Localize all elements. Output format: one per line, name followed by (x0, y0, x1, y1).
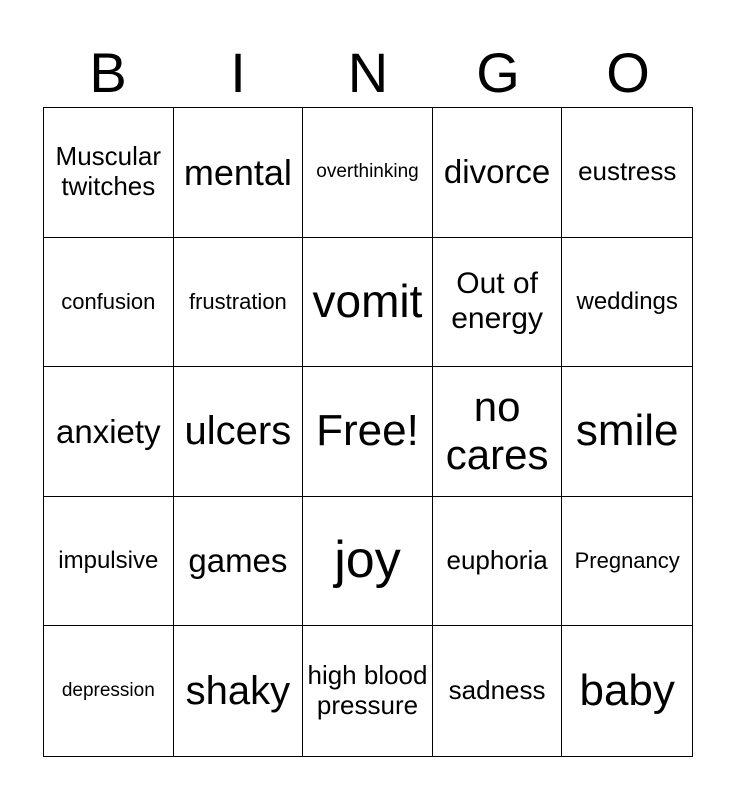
bingo-cell[interactable] (44, 108, 174, 238)
cell-text: sadness (448, 675, 546, 706)
free-space-cell[interactable] (303, 367, 433, 497)
header-letter-o: O (606, 41, 650, 104)
cell-text: depression (61, 680, 155, 702)
bingo-cell[interactable] (562, 238, 692, 368)
bingo-cell[interactable] (174, 108, 304, 238)
bingo-cell[interactable] (562, 626, 692, 756)
bingo-cell[interactable] (44, 238, 174, 368)
cell-text: no cares (445, 383, 549, 479)
bingo-cell[interactable] (174, 497, 304, 627)
bingo-cell[interactable] (303, 497, 433, 627)
header-letter-i: I (230, 41, 246, 104)
free-space-text: Free! (316, 406, 419, 456)
cell-text: frustration (188, 289, 287, 315)
cell-text: Muscular twitches (55, 141, 162, 202)
cell-text: games (188, 542, 288, 580)
bingo-cell[interactable] (303, 108, 433, 238)
header-letter-g: G (476, 41, 520, 104)
bingo-cell[interactable] (174, 626, 304, 756)
bingo-header (43, 40, 693, 106)
cell-text: ulcers (184, 409, 292, 454)
cell-text: weddings (576, 288, 678, 316)
bingo-cell[interactable] (433, 497, 563, 627)
cell-text: vomit (312, 275, 423, 328)
cell-text: high blood pressure (307, 660, 428, 721)
cell-text: euphoria (446, 545, 548, 576)
bingo-cell[interactable] (303, 626, 433, 756)
cell-text: Pregnancy (574, 548, 680, 574)
cell-text: Out of energy (451, 267, 543, 335)
bingo-cell[interactable] (174, 238, 304, 368)
bingo-cell[interactable] (44, 367, 174, 497)
cell-text: confusion (61, 289, 156, 315)
header-letter-b: B (89, 41, 127, 104)
bingo-cell[interactable] (44, 497, 174, 627)
bingo-cell[interactable] (562, 108, 692, 238)
cell-text: shaky (185, 669, 291, 714)
cell-text: joy (334, 531, 401, 590)
bingo-cell[interactable] (433, 238, 563, 368)
header-letter-n: N (347, 41, 389, 104)
bingo-cell[interactable] (562, 367, 692, 497)
cell-text: impulsive (58, 547, 159, 575)
bingo-cell[interactable] (433, 108, 563, 238)
cell-text: anxiety (56, 412, 161, 450)
cell-text: eustress (578, 156, 677, 187)
cell-text: smile (575, 406, 679, 456)
bingo-cell[interactable] (44, 626, 174, 756)
bingo-cell[interactable] (433, 367, 563, 497)
bingo-board (43, 107, 693, 757)
bingo-cell[interactable] (303, 238, 433, 368)
bingo-cell[interactable] (174, 367, 304, 497)
bingo-cell[interactable] (433, 626, 563, 756)
cell-text: divorce (443, 153, 551, 191)
cell-text: baby (579, 665, 675, 715)
cell-text: mental (183, 151, 292, 193)
bingo-cell[interactable] (562, 497, 692, 627)
cell-text: overthinking (316, 161, 419, 183)
